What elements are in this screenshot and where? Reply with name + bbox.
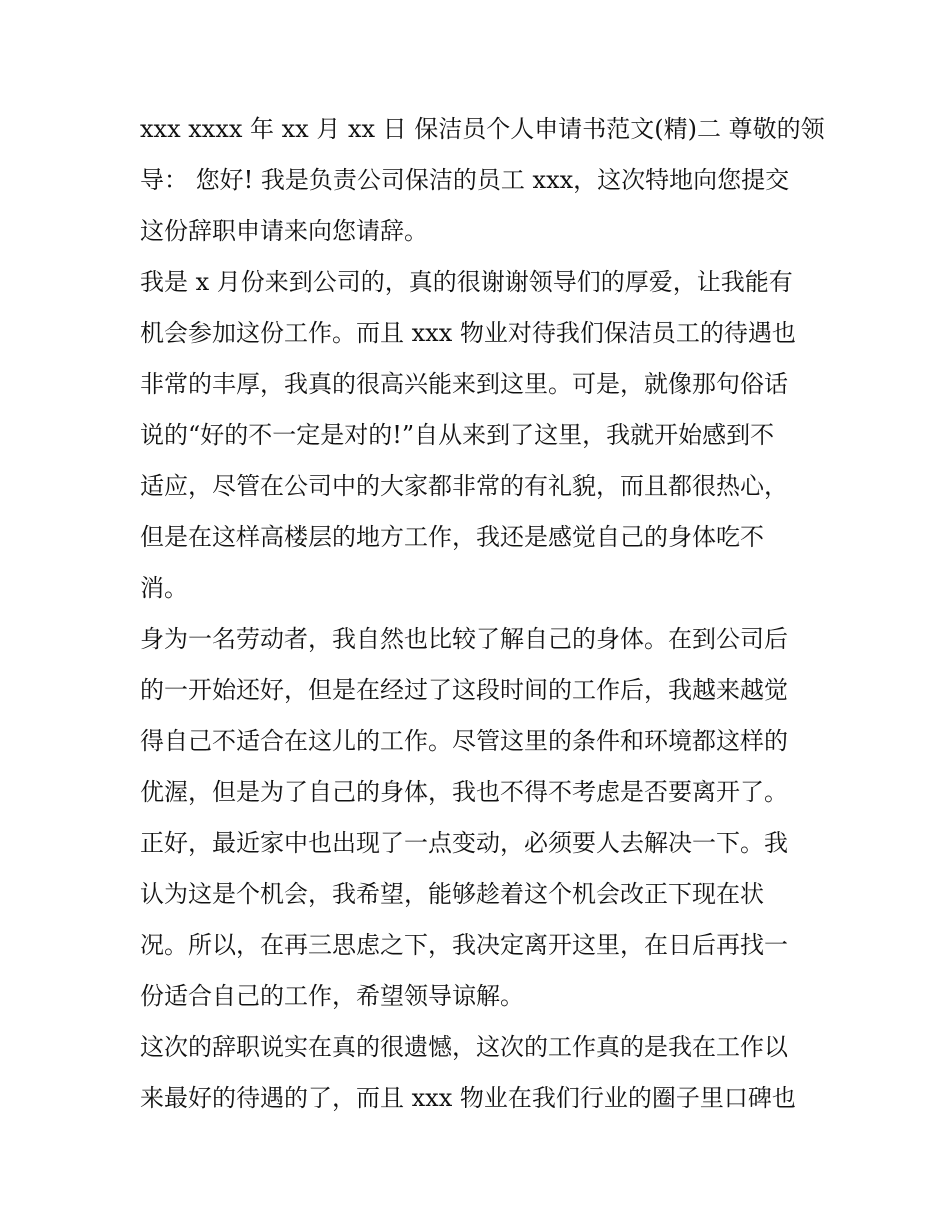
paragraph-2 xyxy=(140,257,812,614)
text-line: 的一开始还好，但是在经过了这段时间的工作后，我越来越觉 xyxy=(140,676,788,704)
text-line: 身为一名劳动者，我自然也比较了解自己的身体。在到公司后 xyxy=(140,625,788,653)
text-line: 来最好的待遇的了，而且 xxx 物业在我们行业的圈子里口碑也 xyxy=(140,1084,796,1112)
text-line: 但是在这样高楼层的地方工作，我还是感觉自己的身体吃不 xyxy=(140,523,764,551)
text-line: 说的“好的不一定是对的!”自从来到了这里，我就开始感到不 xyxy=(140,421,775,449)
text-line: 优渥，但是为了自己的身体，我也不得不考虑是否要离开了。 xyxy=(140,778,788,806)
paragraph-1 xyxy=(140,104,825,257)
text-line: 我是 x 月份来到公司的，真的很谢谢领导们的厚爱，让我能有 xyxy=(140,268,793,296)
text-line: 机会参加这份工作。而且 xxx 物业对待我们保洁员工的待遇也 xyxy=(140,319,796,347)
text-line: 得自己不适合在这儿的工作。尽管这里的条件和环境都这样的 xyxy=(140,727,788,755)
text-line: 份适合自己的工作，希望领导谅解。 xyxy=(140,982,524,1010)
text-line: 这份辞职申请来向您请辞。 xyxy=(140,217,428,245)
text-line: 这次的辞职说实在真的很遗憾，这次的工作真的是我在工作以 xyxy=(140,1033,788,1061)
text-line: xxx xxxx 年 xx 月 xx 日 保洁员个人申请书范文(精)二 尊敬的领 xyxy=(140,115,825,143)
text-line: 况。所以，在再三思虑之下，我决定离开这里，在日后再找一 xyxy=(140,931,788,959)
text-line: 非常的丰厚，我真的很高兴能来到这里。可是，就像那句俗话 xyxy=(140,370,788,398)
text-line: 导： 您好! 我是负责公司保洁的员工 xxx，这次特地向您提交 xyxy=(140,166,790,194)
text-line: 消。 xyxy=(140,574,188,602)
text-line: 认为这是个机会，我希望，能够趁着这个机会改正下现在状 xyxy=(140,880,764,908)
paragraph-3 xyxy=(140,614,812,1022)
document-body xyxy=(140,104,825,1124)
paragraph-4 xyxy=(140,1022,812,1124)
text-line: 适应，尽管在公司中的大家都非常的有礼貌，而且都很热心， xyxy=(140,472,788,500)
text-line: 正好，最近家中也出现了一点变动，必须要人去解决一下。我 xyxy=(140,829,788,857)
